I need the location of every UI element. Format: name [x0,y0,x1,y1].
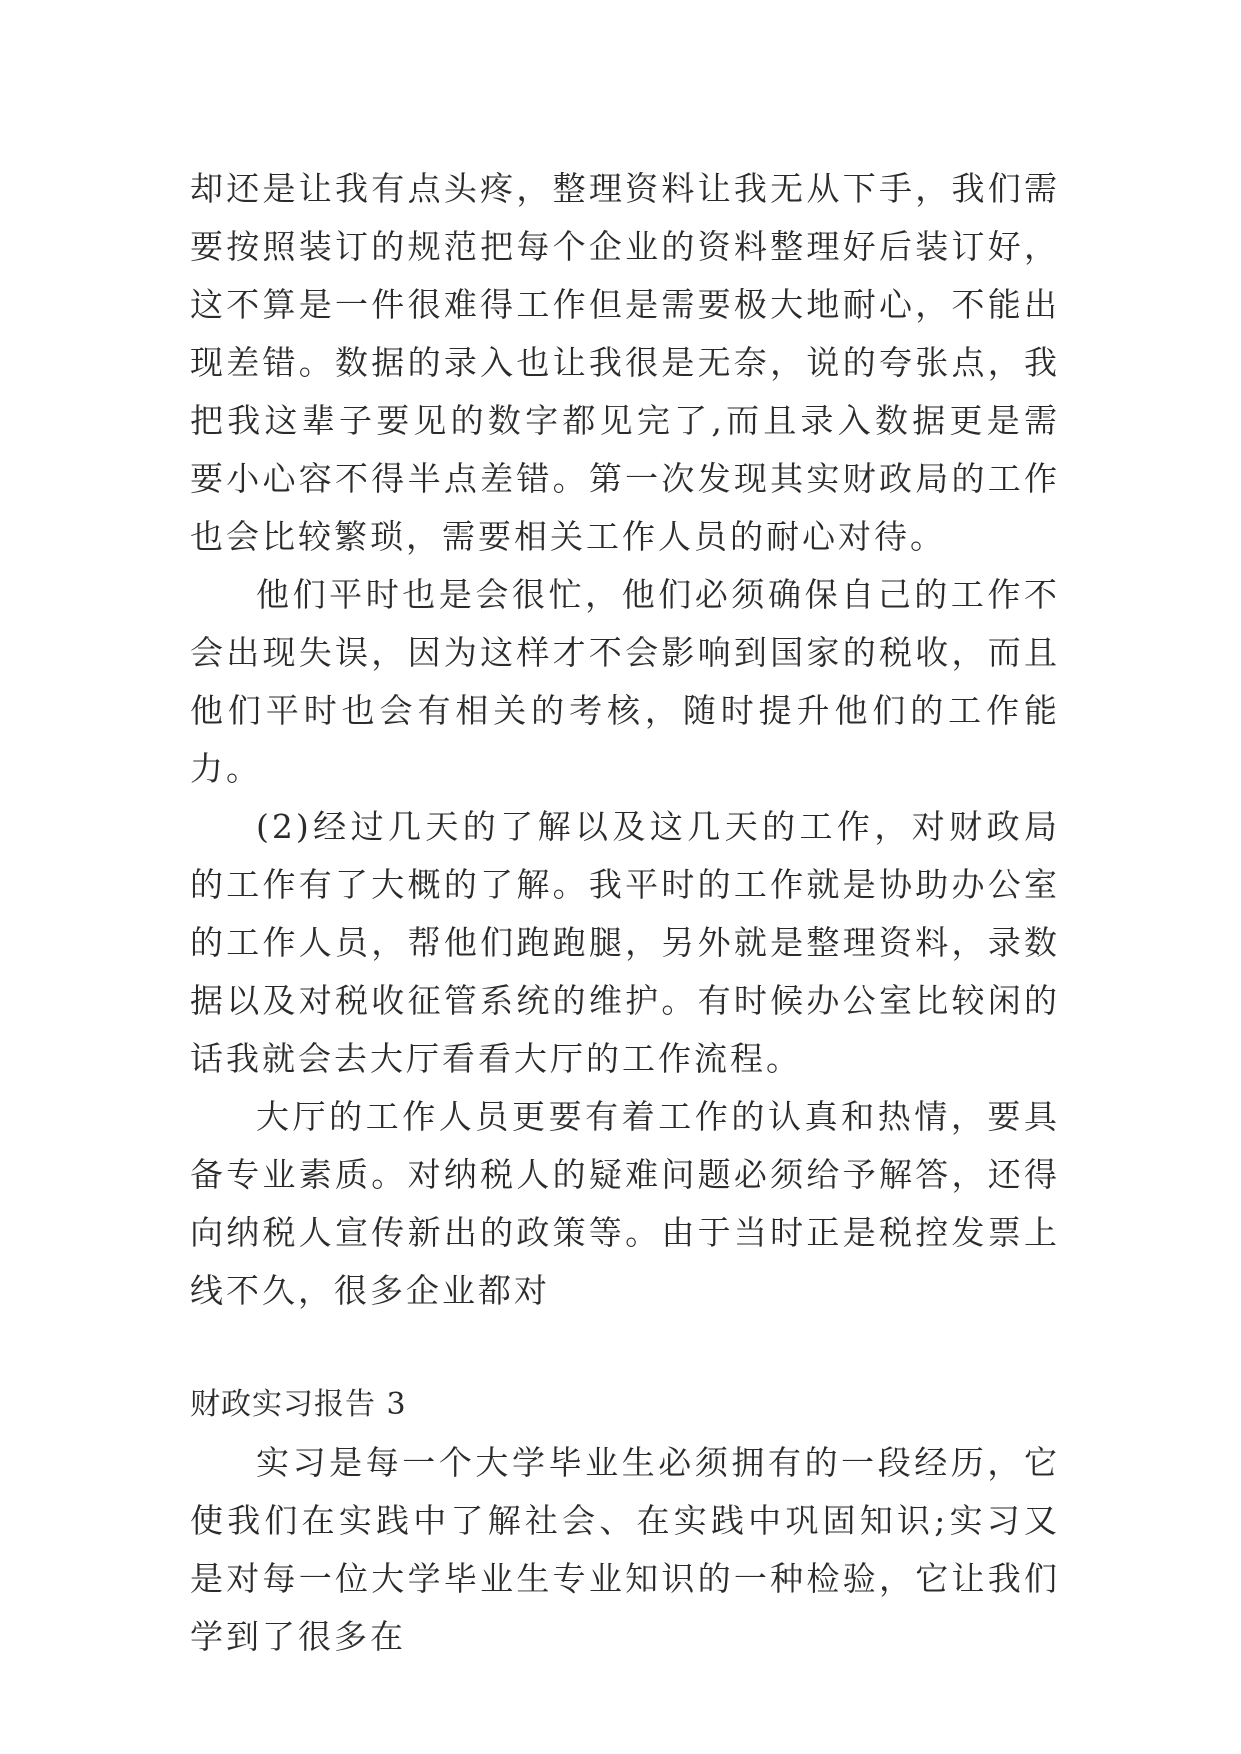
document-body [190,160,1060,1666]
section-spacer [190,1320,1060,1376]
paragraph: 却还是让我有点头疼，整理资料让我无从下手，我们需要按照装订的规范把每个企业的资料整理好后装订好，这不算是一件很难得工作但是需要极大地耐心，不能出现差错。数据的录入也让我很是无奈，说的夸张点，我把我这辈子要见的数字都见完了,而且录入数据更是需要小心容不得半点差错。第一次发现其实财政局的工作也会比较繁琐，需要相关工作人员的耐心对待。 [190,169,1060,556]
section-title: 财政实习报告 3 [190,1387,407,1422]
paragraph: (2)经过几天的了解以及这几天的工作，对财政局的工作有了大概的了解。我平时的工作就是协助办公室的工作人员，帮他们跑跑腿，另外就是整理资料，录数据以及对税收征管系统的维护。有时候办公室比较闲的话我就会去大厅看看大厅的工作流程。 [190,807,1060,1078]
paragraph: 实习是每一个大学毕业生必须拥有的一段经历，它使我们在实践中了解社会、在实践中巩固知识;实习又是对每一位大学毕业生专业知识的一种检验，它让我们学到了很多在 [190,1443,1060,1656]
paragraph: 大厅的工作人员更要有着工作的认真和热情，要具备专业素质。对纳税人的疑难问题必须给予解答，还得向纳税人宣传新出的政策等。由于当时正是税控发票上线不久，很多企业都对 [190,1097,1060,1310]
paragraph: 他们平时也是会很忙，他们必须确保自己的工作不会出现失误，因为这样才不会影响到国家的税收，而且他们平时也会有相关的考核，随时提升他们的工作能力。 [190,575,1060,788]
